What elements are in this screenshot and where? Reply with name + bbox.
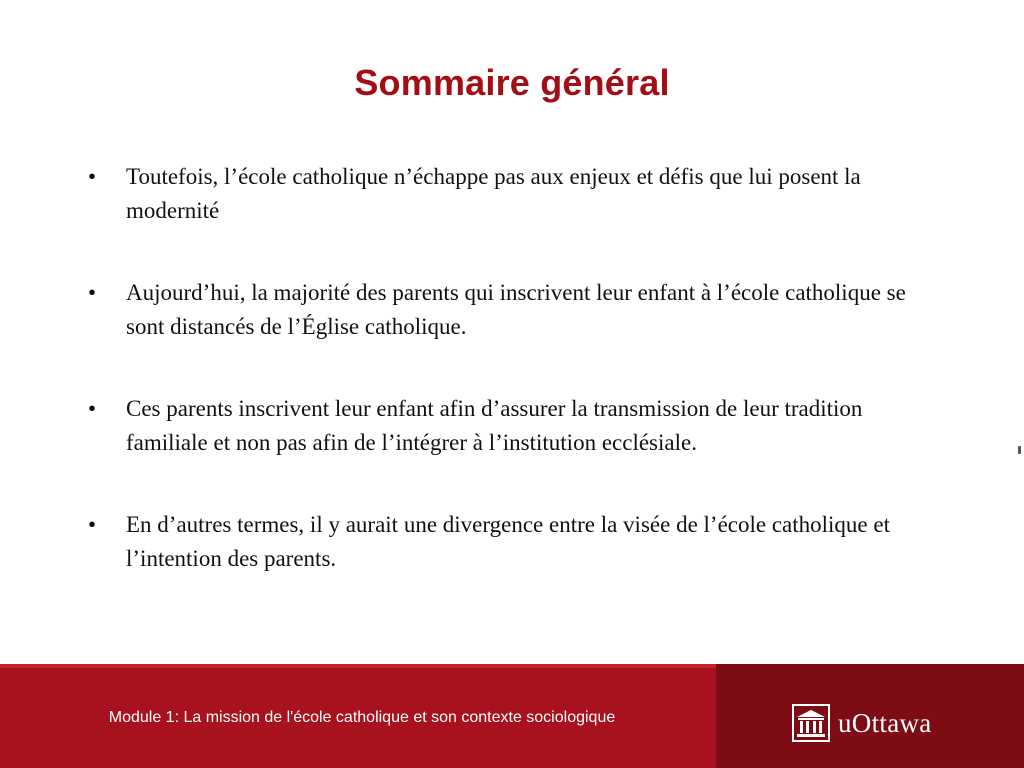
bullet-list bbox=[88, 160, 948, 624]
footer-top-line bbox=[0, 664, 716, 668]
bullet-text: Ces parents inscrivent leur enfant afin d’assurer la transmission de leur tradition familiale et non pas afin de l’intégrer à l’institution ecclésiale. bbox=[126, 396, 863, 455]
bullet-item bbox=[88, 276, 948, 344]
slide-title: Sommaire général bbox=[354, 62, 670, 103]
footer-module-text: Module 1: La mission de l'école catholique et son contexte sociologique bbox=[108, 709, 616, 726]
logo-text: uOttawa bbox=[838, 707, 932, 738]
bullet-symbol: • bbox=[88, 164, 97, 189]
bullet-text: Aujourd’hui, la majorité des parents qui inscrivent leur enfant à l’école catholique se sont distancés de l’Église catholique. bbox=[126, 280, 906, 339]
edge-mark bbox=[1018, 446, 1021, 454]
bullet-item bbox=[88, 392, 948, 460]
bullet-symbol: • bbox=[88, 396, 97, 421]
university-building-icon bbox=[792, 704, 830, 742]
bullet-item bbox=[88, 508, 948, 576]
bullet-symbol: • bbox=[88, 280, 97, 305]
bullet-item bbox=[88, 160, 948, 228]
bullet-symbol: • bbox=[88, 512, 97, 537]
bullet-text: Toutefois, l’école catholique n’échappe pas aux enjeux et défis que lui posent la modernité bbox=[126, 164, 861, 223]
uottawa-logo bbox=[792, 702, 932, 744]
bullet-text: En d’autres termes, il y aurait une divergence entre la visée de l’école catholique et l’intention des parents. bbox=[126, 512, 890, 571]
